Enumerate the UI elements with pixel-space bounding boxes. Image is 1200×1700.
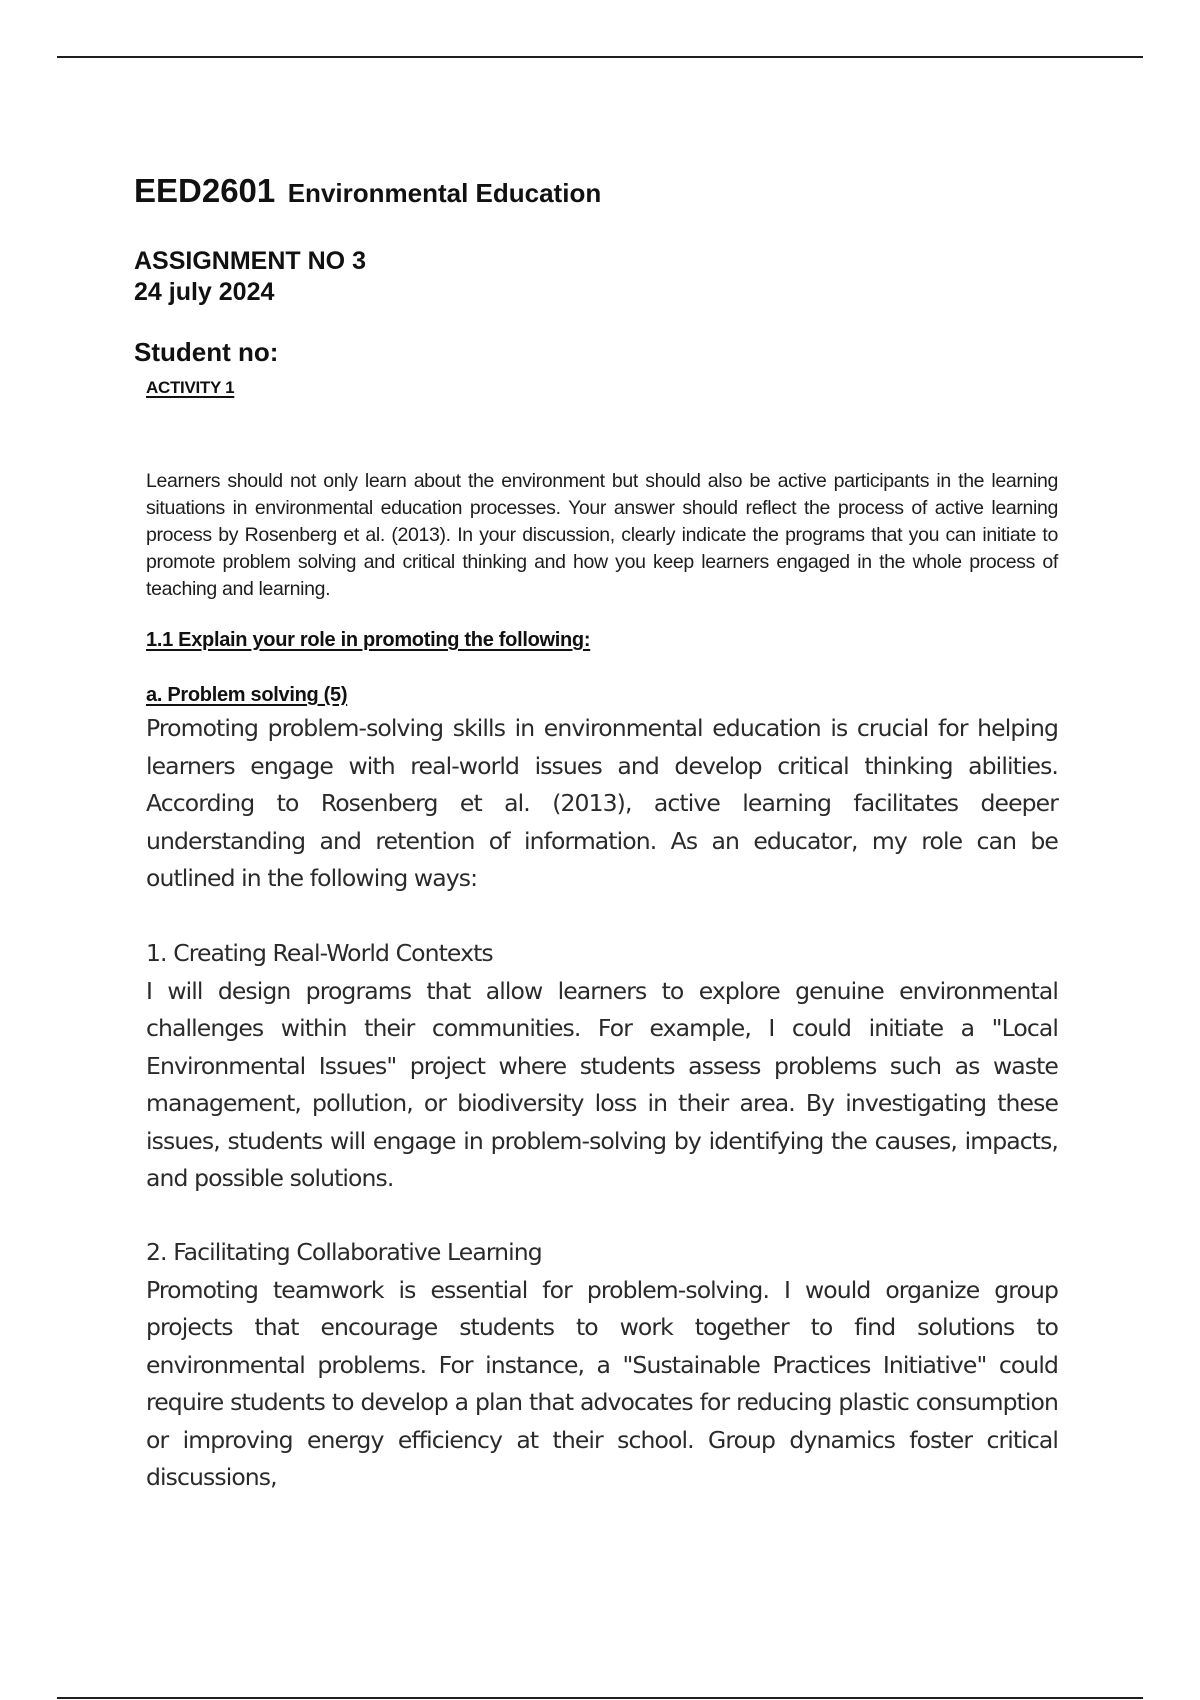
- question-text: Learners should not only learn about the environment but should also be active participants in the learning situations in environmental education processes. Your answer should reflect the process of active learning process by Rosenberg et al. (2013). In your discussion, clearly indicate the programs that you can initiate to promote problem solving and critical thinking and how you keep learners engaged in the whole process of teaching and learning.: [146, 470, 1058, 600]
- sub-question-heading: a. Problem solving (5): [146, 684, 348, 706]
- top-horizontal-rule: [57, 56, 1143, 58]
- point-1-title: 1. Creating Real-World Contexts: [146, 939, 493, 967]
- assignment-info: [134, 246, 601, 308]
- course-title: [134, 172, 601, 210]
- assignment-number: ASSIGNMENT NO 3: [134, 247, 366, 275]
- document-header: [134, 172, 601, 368]
- student-number-label: Student no:: [134, 337, 279, 367]
- point-2-title: 2. Facilitating Collaborative Learning: [146, 1238, 542, 1266]
- point-2-body: Promoting teamwork is essential for problem-solving. I would organize group projects that encourage students to work together to find solutions to environmental problems. For instance, a "Sustainable Practices Initiative" could require students to develop a plan that advocates for reducing plastic consumption or improving energy efficiency at their school. Group dynamics foster critical discussions,: [146, 1275, 1058, 1491]
- activity-heading: ACTIVITY 1: [146, 378, 235, 397]
- course-name: Environmental Education: [287, 178, 602, 208]
- question-heading: 1.1 Explain your role in promoting the following:: [146, 629, 591, 651]
- answer-intro-paragraph: Promoting problem-solving skills in environmental education is crucial for helping learners engage with real-world issues and develop critical thinking abilities. According to Rosenberg et al. (2013), active learning facilitates deeper understanding and retention of information. As an educator, my role can be outlined in the following ways:: [146, 714, 1058, 892]
- course-code: EED2601: [134, 172, 276, 209]
- answer-intro: [146, 710, 1058, 898]
- assignment-date: 24 july 2024: [134, 278, 275, 306]
- answer-point-2: [146, 1234, 1058, 1497]
- point-1-body: I will design programs that allow learners to explore genuine environmental challenges within their communities. For example, I could initiate a "Local Environmental Issues" project where students assess problems such as waste management, pollution, or biodiversity loss in their area. By investigating these issues, students will engage in problem-solving by identifying the causes, impacts, and possible solutions.: [146, 976, 1058, 1192]
- bottom-horizontal-rule: [57, 1697, 1143, 1699]
- answer-point-1: [146, 935, 1058, 1198]
